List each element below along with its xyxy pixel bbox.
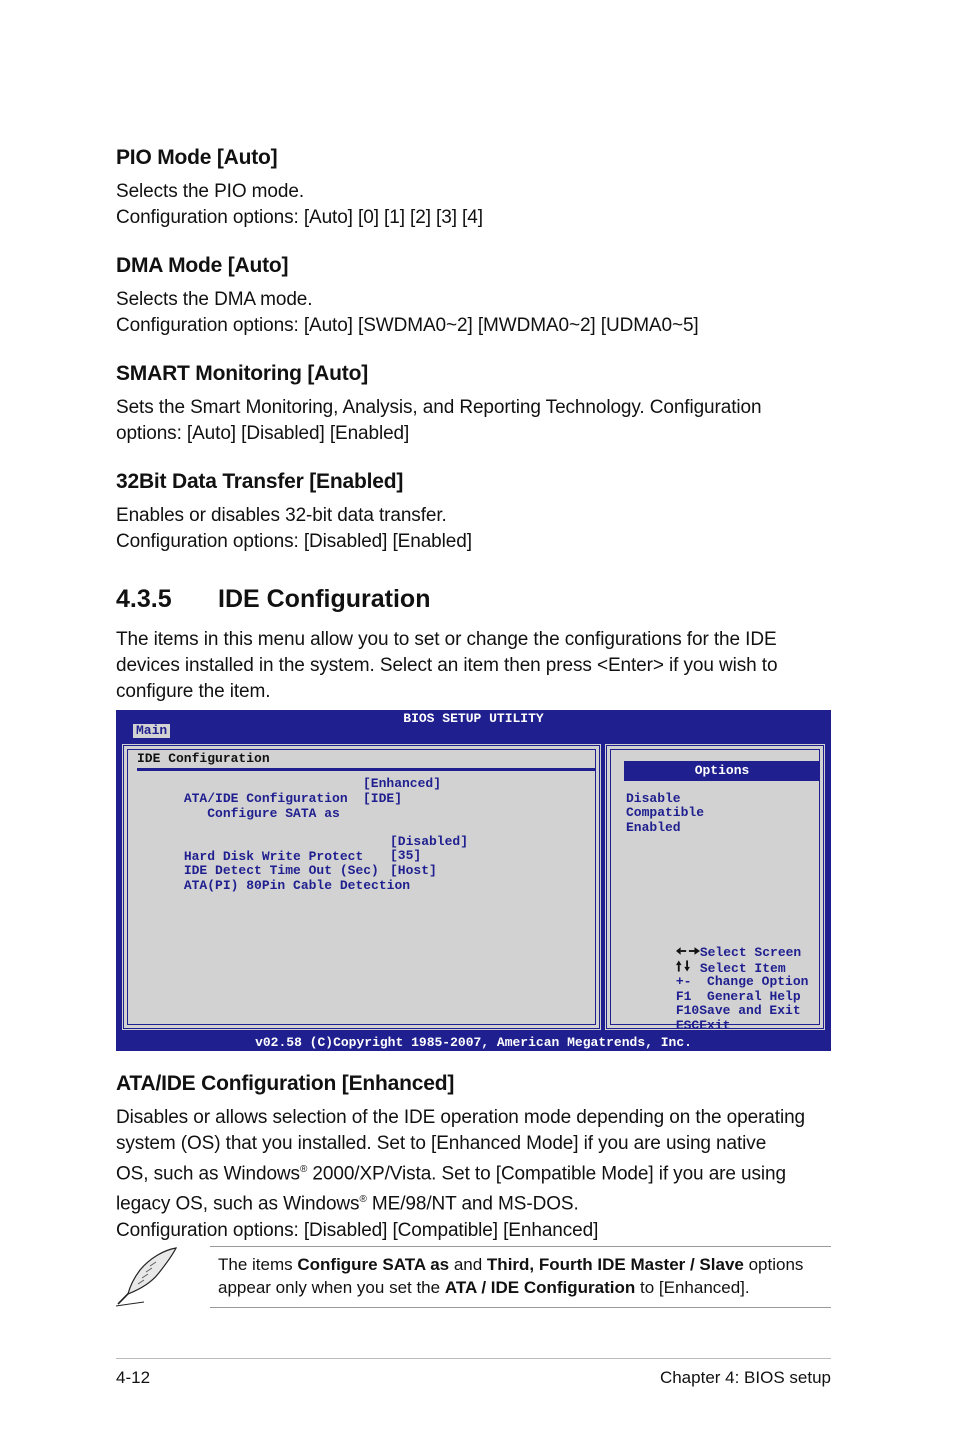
32bit-line-2: Configuration options: [Disabled] [Enabled] — [116, 531, 472, 552]
bios-copyright: v02.58 (C)Copyright 1985-2007, American Megatrends, Inc. — [255, 1035, 692, 1050]
note-rule-bottom — [210, 1307, 831, 1308]
tab-main[interactable]: Main — [133, 724, 170, 738]
key-label: ESC — [675, 1018, 700, 1033]
section-heading — [116, 585, 430, 614]
32bit-transfer-description — [116, 503, 836, 555]
ata-line-1: Disables or allows selection of the IDE operation mode depending on the operating — [116, 1107, 806, 1128]
footer-rule — [116, 1358, 831, 1359]
ata-line-5: Configuration options: [Disabled] [Compatible] [Enhanced] — [116, 1219, 599, 1241]
bios-title: BIOS SETUP UTILITY — [403, 711, 544, 726]
key-action: Save and Exit — [699, 1003, 801, 1018]
setting-value: [Enhanced] — [363, 776, 442, 791]
key-action: General Help — [707, 989, 801, 1004]
setting-value: [Disabled] — [390, 834, 469, 849]
setting-label: IDE Detect Time Out (Sec) — [183, 863, 379, 878]
setting-value: [Host] — [390, 863, 437, 878]
pio-mode-heading: PIO Mode [Auto] — [116, 146, 278, 169]
note-text — [218, 1253, 828, 1299]
intro-line-2: devices installed in the system. Select an item then press <Enter> if you wish to — [116, 655, 778, 676]
key-action: Select Item — [699, 961, 786, 976]
options-header: Options — [624, 761, 820, 781]
setting-configure-sata-as[interactable] — [137, 791, 340, 836]
key-action: Change Option — [707, 974, 809, 989]
option-disable[interactable]: Disable — [626, 791, 681, 806]
key-action: Exit — [699, 1018, 731, 1033]
panel-title-divider — [137, 768, 595, 771]
intro-line-1: The items in this menu allow you to set or change the configurations for the IDE — [116, 629, 777, 650]
key-action: Select Screen — [699, 945, 802, 960]
ata-line-2: system (OS) that you installed. Set to [Enhanced Mode] if you are using native — [116, 1133, 767, 1154]
bios-screen — [116, 710, 831, 1051]
intro-line-3: configure the item. — [116, 681, 271, 702]
smart-monitoring-heading: SMART Monitoring [Auto] — [116, 362, 368, 385]
dma-line-2: Configuration options: [Auto] [SWDMA0~2] [MWDMA0~2] [UDMA0~5] — [116, 315, 699, 336]
smart-monitoring-description — [116, 395, 836, 447]
ata-ide-description — [116, 1105, 856, 1244]
smart-line-1: Sets the Smart Monitoring, Analysis, and Reporting Technology. Configuration — [116, 397, 762, 418]
chapter-label: Chapter 4: BIOS setup — [659, 1368, 831, 1387]
setting-label: ATA/IDE Configuration — [183, 791, 348, 806]
note-rule-top — [210, 1246, 831, 1247]
note-line-2: appear only when you set the ATA / IDE Configuration to [Enhanced]. — [218, 1278, 750, 1297]
setting-cable-detection[interactable] — [137, 863, 410, 908]
bios-help-panel — [604, 743, 826, 1031]
section-number: 4.3.5 — [116, 585, 172, 613]
key-label: +- — [675, 974, 692, 989]
option-compatible[interactable]: Compatible — [626, 805, 705, 820]
pio-line-1: Selects the PIO mode. — [116, 181, 304, 202]
key-label: F10 — [675, 1003, 700, 1018]
32bit-transfer-heading: 32Bit Data Transfer [Enabled] — [116, 470, 404, 493]
setting-label: Configure SATA as — [183, 806, 340, 821]
dma-mode-description — [116, 287, 836, 339]
ata-ide-heading: ATA/IDE Configuration [Enhanced] — [116, 1072, 455, 1095]
setting-label: ATA(PI) 80Pin Cable Detection — [183, 878, 411, 893]
ata-line-4: legacy OS, such as Windows® ME/98/NT and MS-DOS. — [116, 1193, 579, 1215]
setting-label: Hard Disk Write Protect — [183, 849, 364, 864]
bios-settings-panel — [121, 743, 602, 1031]
dma-line-1: Selects the DMA mode. — [116, 289, 313, 310]
page-number: 4-12 — [116, 1368, 151, 1387]
feather-note-icon — [114, 1244, 182, 1308]
note-line-1: The items Configure SATA as and Third, Fourth IDE Master / Slave options — [218, 1255, 804, 1274]
ata-line-3: OS, such as Windows® 2000/XP/Vista. Set to [Compatible Mode] if you are using — [116, 1163, 786, 1185]
section-intro — [116, 627, 846, 705]
pio-line-2: Configuration options: [Auto] [0] [1] [2] [3] [4] — [116, 207, 483, 228]
dma-mode-heading: DMA Mode [Auto] — [116, 254, 289, 277]
option-enabled[interactable]: Enabled — [626, 820, 681, 835]
setting-value: [IDE] — [363, 791, 403, 806]
32bit-line-1: Enables or disables 32-bit data transfer. — [116, 505, 447, 526]
panel-title: IDE Configuration — [137, 751, 270, 766]
smart-line-2: options: [Auto] [Disabled] [Enabled] — [116, 423, 410, 444]
section-title: IDE Configuration — [218, 585, 431, 613]
key-label: F1 — [675, 989, 692, 1004]
setting-value: [35] — [390, 848, 422, 863]
pio-mode-description — [116, 179, 836, 231]
